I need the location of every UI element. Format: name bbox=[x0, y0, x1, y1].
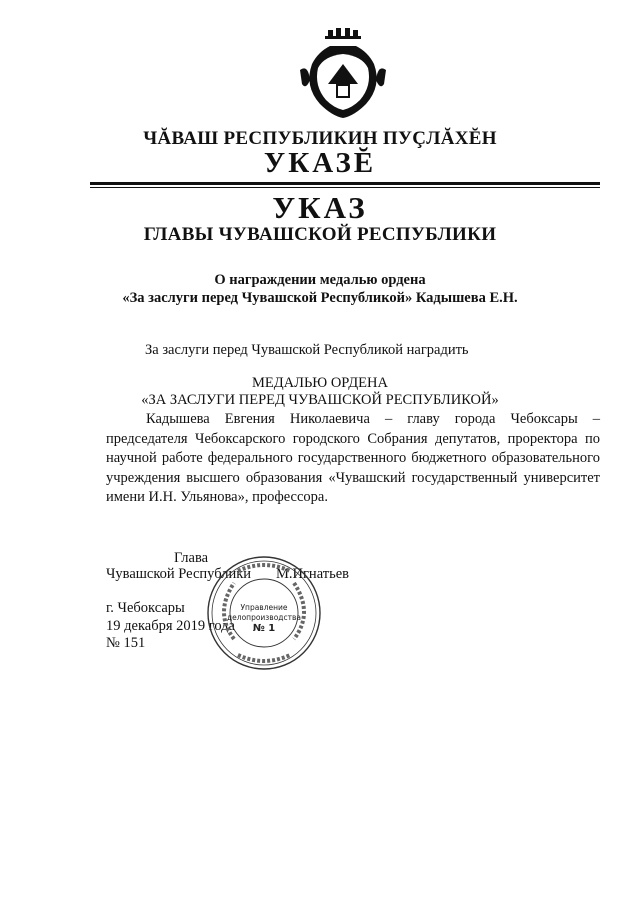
coat-of-arms-emblem bbox=[298, 24, 388, 120]
issue-place: г. Чебоксары bbox=[106, 600, 185, 616]
stamp-text-line-1: Управление bbox=[240, 603, 288, 612]
stamp-text-line-2: делопроизводства bbox=[226, 613, 301, 622]
medal-name-line-1: МЕДАЛЬЮ ОРДЕНА bbox=[252, 375, 388, 391]
decree-number: № 151 bbox=[106, 635, 146, 651]
medal-name-line-2: «ЗА ЗАСЛУГИ ПЕРЕД ЧУВАШСКОЙ РЕСПУБЛИКОЙ» bbox=[141, 392, 499, 408]
subject-line-2: «За заслуги перед Чувашской Республикой» Кадышева Е.Н. bbox=[122, 290, 518, 306]
chuvash-title: ЧĂВАШ РЕСПУБЛИКИН ПУÇЛĂХĔН bbox=[143, 128, 497, 149]
signatory-title-line-2: Чувашской Республики bbox=[106, 566, 252, 582]
awardee-paragraph: Кадышева Евгения Николаевича – главу города Чебоксары – председателя Чебоксарского городского Собрания депутатов, проректора по научной работе федерального государственного бюджетного образовательного учреждения высшего образования «Чувашский государственный университет имени И.Н. Ульянова», профессора. bbox=[106, 411, 600, 505]
intro-paragraph: За заслуги перед Чувашской Республикой наградить bbox=[145, 342, 469, 358]
issuer-title: ГЛАВЫ ЧУВАШСКОЙ РЕСПУБЛИКИ bbox=[143, 224, 497, 245]
official-stamp bbox=[204, 553, 324, 673]
chuvash-decree-word: УКАЗĔ bbox=[263, 147, 377, 179]
header-rule-thick bbox=[90, 182, 600, 185]
subject-line-1: О награждении медалью ордена bbox=[214, 272, 426, 288]
issue-date: 19 декабря 2019 года bbox=[106, 618, 235, 634]
decree-title: УКАЗ bbox=[272, 190, 368, 225]
header-rule-thin bbox=[90, 187, 600, 188]
signatory-title-line-1: Глава bbox=[174, 550, 209, 566]
signatory-name: М.Игнатьев bbox=[276, 566, 349, 582]
stamp-text-line-3: № 1 bbox=[252, 623, 276, 634]
